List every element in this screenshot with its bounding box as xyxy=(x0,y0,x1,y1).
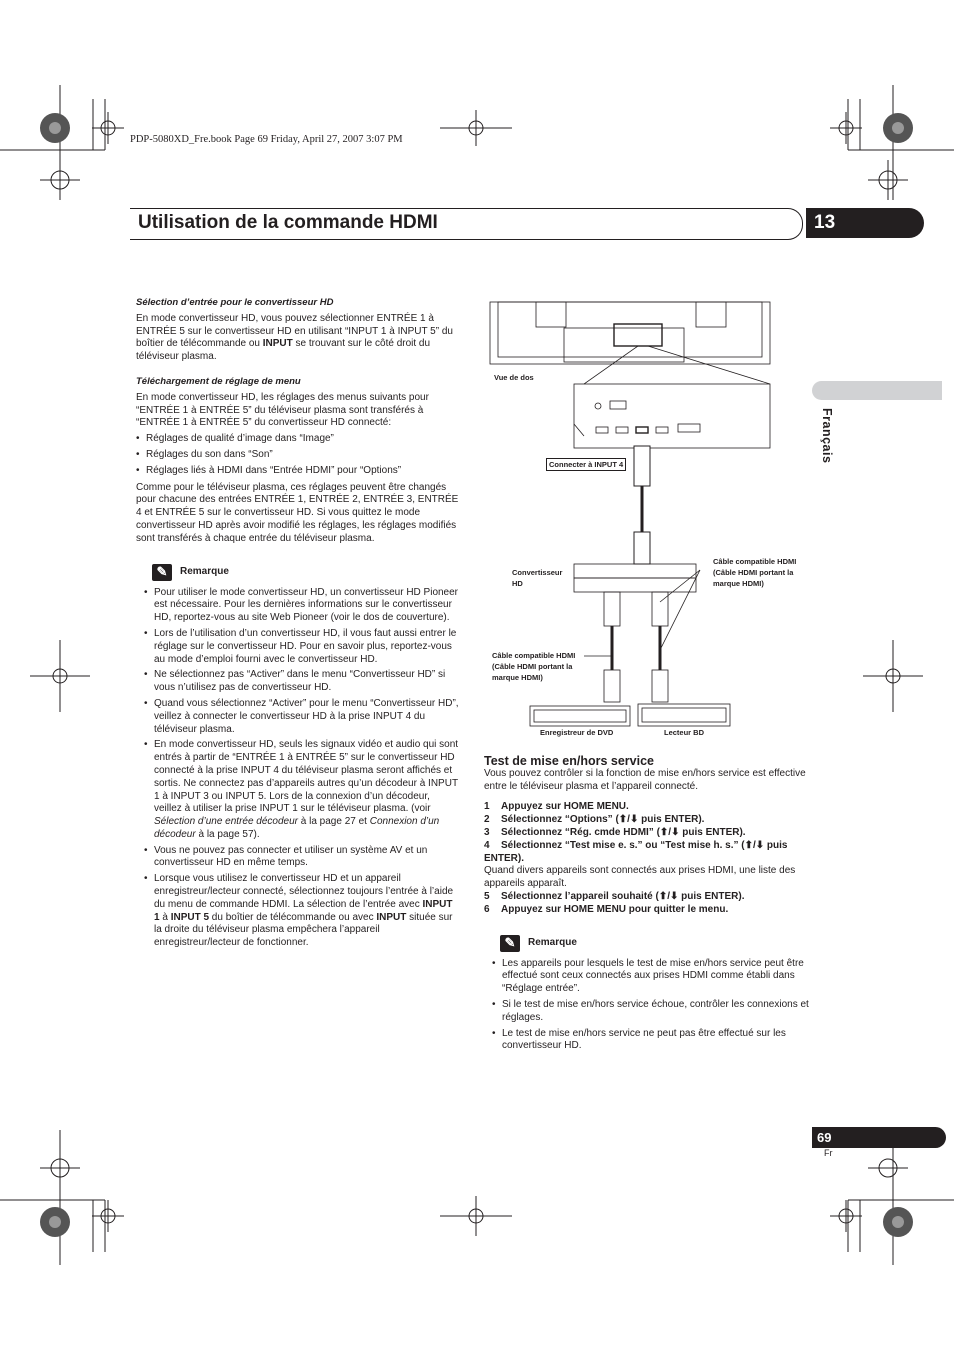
paragraph: En mode convertisseur HD, vous pouvez sélectionner ENTRÉE 1 à ENTRÉE 5 sur le convertisseur HD en utilisant “INPUT 1 à INPUT 5” du boîtier de télécommande ou INPUT se trouvant sur le côté droit du téléviseur plasma. xyxy=(136,312,453,363)
label-dvd-recorder: Enregistreur de DVD xyxy=(540,728,614,737)
list-item: • Vous ne pouvez pas connecter et utiliser un système AV et un convertisseur HD en même temps. xyxy=(136,845,460,871)
list-item: • Si le test de mise en/hors service échoue, contrôler les connexions et réglages. xyxy=(484,999,810,1025)
list-item: • Réglages de qualité d’image dans “Image” xyxy=(128,433,460,446)
step: 2 Sélectionnez “Options” (⬆/⬇ puis ENTER). xyxy=(484,814,705,826)
paragraph: Comme pour le téléviseur plasma, ces réglages peuvent être changés pour chacune des entrées ENTRÉE 1, ENTRÉE 2, ENTRÉE 3, ENTRÉE 4 et ENTRÉE 5 sur le convertisseur HD. Si vous quittez le mode convertisseur HD après avoir modifié les réglages, les réglages modifiés sont transférés à chaque entrée du téléviseur plasma. xyxy=(136,481,459,544)
list-item: • Ne sélectionnez pas “Activer” dans le menu “Convertisseur HD” si vous n’utilisez pas de convertisseur HD. xyxy=(136,669,460,695)
pencil-icon: ✎ xyxy=(152,564,172,581)
list-item: • Les appareils pour lesquels le test de mise en/hors service peut être effectué sont ceux connectés aux prises HDMI comme établi dans “Réglage entrée”. xyxy=(484,958,810,996)
list-item: • Réglages du son dans “Son” xyxy=(128,449,460,462)
step: 4 Sélectionnez “Test mise e. s.” ou “Test mise h. s.” (⬆/⬇ puis ENTER). xyxy=(484,839,788,864)
label-hdmi-cable-right: Câble compatible HDMI (Câble HDMI portant la marque HDMI) xyxy=(713,557,797,588)
right-column xyxy=(484,755,810,1056)
note-heading: ✎ Remarque xyxy=(152,564,460,581)
label-bd-player: Lecteur BD xyxy=(664,728,705,737)
pencil-icon: ✎ xyxy=(500,935,520,952)
left-column xyxy=(136,297,460,953)
list-item: • Lors de l’utilisation d’un convertisseur HD, il vous faut aussi entrer le réglage sur le convertisseur HD. Pour en savoir plus, reportez-vous au mode d’emploi fourni avec le convertisseur HD. xyxy=(136,628,460,666)
bullet-list xyxy=(136,433,460,477)
note-list xyxy=(484,958,810,1054)
page-title: Utilisation de la commande HDMI xyxy=(138,212,438,233)
list-item: • Quand vous sélectionnez “Activer” pour le menu “Convertisseur HD”, veillez à connecter le convertisseur HD à la prise INPUT 4 du téléviseur plasma. xyxy=(136,698,460,736)
paragraph: En mode convertisseur HD, les réglages des menus suivants pour “ENTRÉE 1 à ENTRÉE 5” du téléviseur plasma sont transférés à “ENTRÉE 1 à ENTRÉE 5” du convertisseur HD connecté: xyxy=(136,391,429,429)
list-item: • Réglages liés à HDMI dans “Entrée HDMI” pour “Options” xyxy=(128,465,460,478)
label-hdmi-cable-left: Câble compatible HDMI (Câble HDMI portant la marque HDMI) xyxy=(492,651,576,682)
file-info: PDP-5080XD_Fre.book Page 69 Friday, April 27, 2007 3:07 PM xyxy=(130,134,403,145)
chapter-number: 13 xyxy=(806,208,924,238)
note-heading: ✎ Remarque xyxy=(500,935,810,952)
label-converter: Convertisseur HD xyxy=(512,568,563,588)
section-title: Téléchargement de réglage de menu xyxy=(136,375,301,387)
note-list xyxy=(136,587,460,951)
step: 6 Appuyez sur HOME MENU pour quitter le menu. xyxy=(484,903,729,915)
list-item: • En mode convertisseur HD, seuls les signaux vidéo et audio qui sont entrés à partir de “ENTRÉE 1 à ENTRÉE 5” sur le convertisseur HD connecté à la prise INPUT 4 du téléviseur plasma seront affichés et sortis. Ne connectez pas d’appareils autres qu’un décodeur à INPUT 1 à INPUT 3 ou INPUT 5. Lors de la connexion d’un décodeur, veillez à utiliser la prise INPUT 1 sur le téléviseur plasma. (voir Sélection d’une entrée décodeur à la page 27 et Connexion d’un décodeur à la page 57). xyxy=(136,739,460,841)
paragraph: Vous pouvez contrôler si la fonction de mise en/hors service est effective entre le téléviseur plasma et l’appareil connecté. xyxy=(484,767,806,792)
paragraph: Quand divers appareils sont connectés aux prises HDMI, une liste des appareils apparaît. xyxy=(484,865,796,890)
list-item: • Lorsque vous utilisez le convertisseur HD et un appareil enregistreur/lecteur connecté, sélectionnez toujours l’entrée à l’aide du menu de commande HDMI. La sélection de l’entrée avec INPUT 1 à INPUT 5 du boîtier de télécommande ou avec INPUT située sur la droite du téléviseur plasma empêchera l’appareil enregistreur/lecteur de fonctionner. xyxy=(136,873,460,950)
label-connect-input4: Connecter à INPUT 4 xyxy=(546,458,626,471)
list-item: • Pour utiliser le mode convertisseur HD, un convertisseur HD Pioneer est nécessaire. Pour les dernières informations sur le convertisseur HD, reportez-vous au site Web Pioneer (voir le dos de couverture). xyxy=(136,587,460,625)
step: 5 Sélectionnez l’appareil souhaité (⬆/⬇ puis ENTER). xyxy=(484,890,745,902)
list-item: • Le test de mise en/hors service ne peut pas être effectué sur les convertisseur HD. xyxy=(484,1028,810,1054)
section-title: Sélection d’entrée pour le convertisseur HD xyxy=(136,297,334,308)
page-number: 69 xyxy=(812,1127,946,1148)
language-label: Français xyxy=(820,408,834,464)
step: 1 Appuyez sur HOME MENU. xyxy=(484,801,629,813)
label-rear-view: Vue de dos xyxy=(494,373,534,382)
step: 3 Sélectionnez “Rég. cmde HDMI” (⬆/⬇ puis ENTER). xyxy=(484,826,746,838)
section-heading: Test de mise en/hors service xyxy=(484,754,654,768)
language-code: Fr xyxy=(824,1148,833,1158)
language-tab xyxy=(812,381,942,400)
